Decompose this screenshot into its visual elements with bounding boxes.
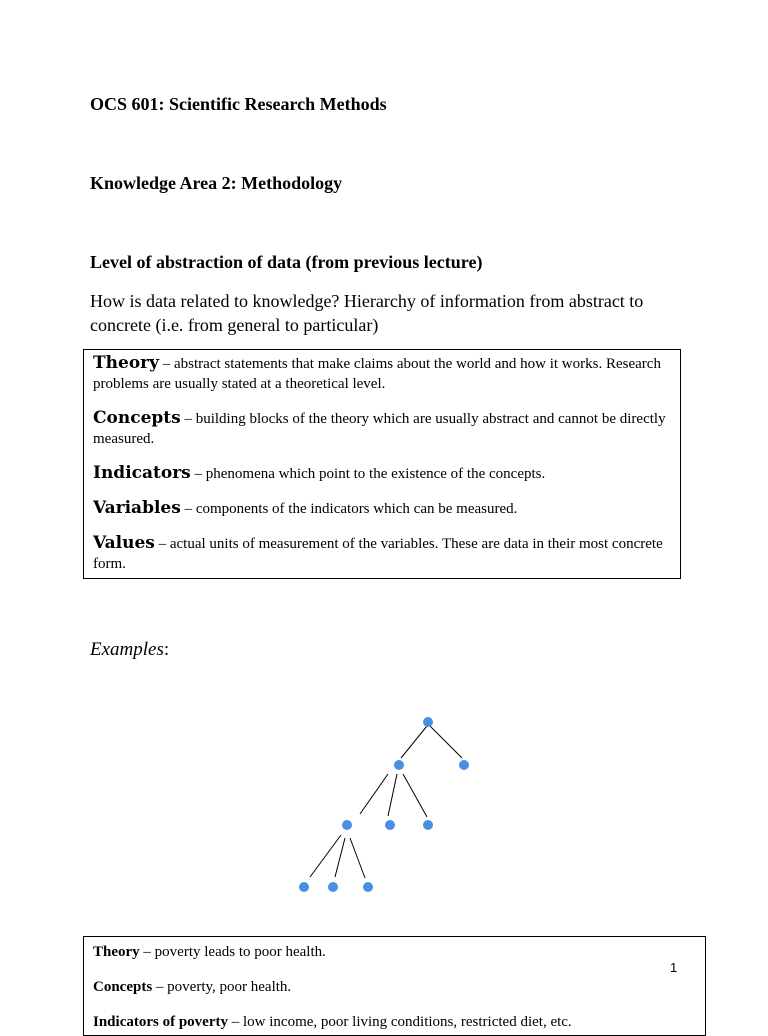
tree-edge [335,838,345,877]
example-item [93,942,653,962]
tree-node [394,760,404,770]
example-text: – poverty leads to poor health. [139,944,326,960]
examples-label-text: Examples [90,639,164,660]
tree-edge [350,838,365,878]
example-item [93,977,653,997]
tree-edges [310,726,462,878]
definition-text: – building blocks of the theory which are usually abstract and cannot be directly measured. [93,411,666,447]
tree-node [423,717,433,727]
tree-edge [388,774,397,816]
example-box [83,936,706,1036]
course-title: OCS 601: Scientific Research Methods [90,94,387,114]
page-number: 1 [670,960,678,975]
tree-edge [403,774,427,817]
examples-label-colon: : [163,639,170,660]
definition-indicators [93,463,668,484]
definition-text: – phenomena which point to the existence of the concepts. [190,466,546,482]
example-term: Theory [93,944,140,960]
examples-label [90,639,169,661]
example-text: – poverty, poor health. [152,979,292,995]
definition-concepts [93,408,668,449]
definition-term: Theory [93,353,159,373]
definition-text: – actual units of measurement of the variables. These are data in their most concrete form. [93,536,663,572]
definition-values [93,533,668,574]
definition-term: Concepts [93,408,181,428]
definition-term: Variables [93,498,181,518]
tree-edge [360,774,388,814]
tree-edge [430,726,462,758]
tree-node [299,882,309,892]
definition-text: – components of the indicators which can be measured. [180,501,518,517]
example-term: Indicators of poverty [93,1014,228,1030]
hierarchy-tree-diagram [290,705,490,900]
tree-edge [401,726,427,758]
tree-node [342,820,352,830]
knowledge-area-heading: Knowledge Area 2: Methodology [90,173,343,193]
example-term: Concepts [93,979,153,995]
tree-node [459,760,469,770]
intro-paragraph: How is data related to knowledge? Hierarchy of information from abstract to concrete (i.e. from general to particular) [90,291,644,335]
tree-node [385,820,395,830]
definitions-box [83,349,681,579]
definition-variables [93,498,668,519]
section-heading: Level of abstraction of data (from previous lecture) [90,252,483,272]
definition-term: Indicators [93,463,191,483]
example-item [93,1012,653,1032]
definition-text: – abstract statements that make claims about the world and how it works. Research problems are usually stated at a theoretical level. [93,356,661,392]
tree-node [423,820,433,830]
tree-node [363,882,373,892]
example-text: – low income, poor living conditions, restricted diet, etc. [228,1014,572,1030]
tree-node [328,882,338,892]
tree-nodes [299,717,469,892]
definition-term: Values [93,533,155,553]
definition-theory [93,353,668,394]
